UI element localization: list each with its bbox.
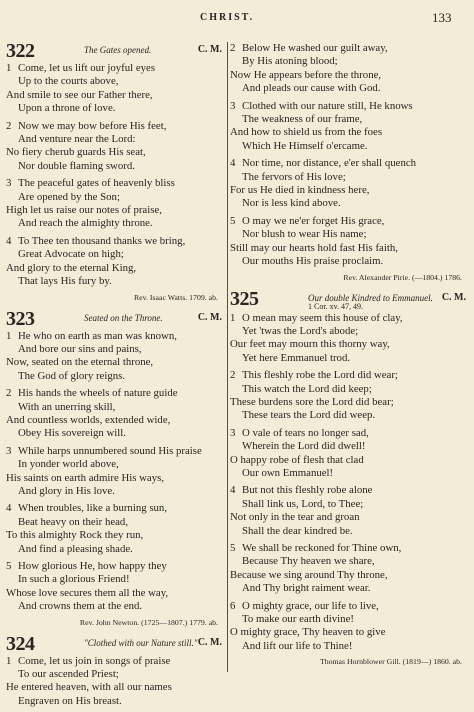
verse-line bbox=[6, 414, 224, 427]
verse-line bbox=[230, 215, 468, 228]
verse-text: Nor double flaming sword. bbox=[18, 159, 135, 172]
stanza bbox=[6, 445, 224, 499]
verse-text: Come, let us lift our joyful eyes bbox=[18, 62, 156, 74]
verse-line bbox=[6, 356, 224, 369]
verse-line bbox=[230, 555, 468, 568]
verse-line bbox=[6, 330, 224, 343]
column-divider bbox=[227, 42, 228, 672]
verse-text: While harps unnumbered sound His praise bbox=[18, 444, 202, 457]
verse-line bbox=[230, 440, 468, 453]
verse-line bbox=[230, 569, 468, 582]
verse-line bbox=[230, 467, 468, 480]
verse-line bbox=[6, 120, 224, 133]
verse-line bbox=[6, 89, 224, 102]
hymn-title: Our double Kindred to Emmanuel. bbox=[308, 292, 433, 303]
stanza bbox=[230, 427, 468, 481]
verse-line bbox=[230, 640, 468, 653]
verse-text: And find a pleasing shade. bbox=[18, 542, 133, 555]
verse-line bbox=[6, 370, 224, 383]
verse-line bbox=[6, 502, 224, 515]
stanza-number: 4 bbox=[6, 502, 12, 515]
hymn-attribution: Rev. Alexander Pirie. (—1804.) 1786. bbox=[343, 272, 462, 282]
verse-line bbox=[6, 343, 224, 356]
verse-text: Great Advocate on high; bbox=[18, 248, 124, 261]
verse-text: His saints on earth admire His ways, bbox=[6, 471, 165, 484]
verse-text: Wherein the Lord did dwell! bbox=[242, 440, 366, 453]
verse-line bbox=[230, 126, 468, 139]
verse-line bbox=[230, 197, 468, 210]
verse-text: And reach the almighty throne. bbox=[18, 217, 153, 230]
verse-text: O mighty grace, our life to live, bbox=[242, 599, 379, 612]
verse-line bbox=[6, 62, 224, 75]
verse-line bbox=[6, 275, 224, 288]
stanza bbox=[6, 235, 224, 289]
verse-text: Now He appears before the throne, bbox=[230, 68, 382, 81]
stanza bbox=[6, 655, 224, 709]
verse-text: And glory to the eternal King, bbox=[6, 261, 137, 274]
verse-text: And crowns them at the end. bbox=[18, 600, 143, 613]
verse-line bbox=[6, 485, 224, 498]
verse-line bbox=[230, 113, 468, 126]
verse-text: And Thy bright raiment wear. bbox=[242, 582, 371, 595]
verse-line bbox=[6, 235, 224, 248]
stanza bbox=[230, 484, 468, 538]
stanza bbox=[230, 600, 468, 654]
verse-line bbox=[6, 600, 224, 613]
verse-line bbox=[230, 498, 468, 511]
verse-text: We shall be reckoned for Thine own, bbox=[242, 542, 402, 554]
verse-text: He entered heaven, with all our names bbox=[6, 681, 172, 694]
stanza bbox=[230, 215, 468, 269]
verse-line bbox=[230, 525, 468, 538]
verse-line bbox=[6, 695, 224, 708]
verse-line bbox=[6, 668, 224, 681]
verse-line bbox=[6, 262, 224, 275]
stanza bbox=[230, 42, 468, 96]
hymn-meter: C. M. bbox=[197, 44, 222, 55]
verse-text: Now we may bow before His feet, bbox=[18, 119, 167, 132]
stanza-number: 2 bbox=[6, 387, 12, 400]
verse-line bbox=[6, 543, 224, 556]
hymn-number: 323 bbox=[6, 307, 35, 330]
verse-text: Nor is less kind above. bbox=[242, 197, 341, 210]
verse-text: Still may our hearts hold fast His faith, bbox=[230, 241, 398, 254]
verse-text: Whose love secures them all the way, bbox=[6, 586, 169, 599]
stanza bbox=[6, 502, 224, 556]
verse-line bbox=[6, 75, 224, 88]
verse-line bbox=[6, 529, 224, 542]
hymn-meter: C. M. bbox=[197, 311, 222, 323]
verse-text: These tears the Lord did weep. bbox=[242, 409, 376, 422]
stanza-number: 2 bbox=[6, 119, 12, 132]
verse-line bbox=[230, 338, 468, 351]
stanza bbox=[6, 560, 224, 614]
verse-text: And smile to see our Father there, bbox=[6, 88, 153, 101]
hymn-meter: C. M. bbox=[441, 291, 466, 303]
verse-text: Shall link us, Lord, to Thee; bbox=[242, 497, 364, 510]
verse-text: This fleshly robe the Lord did wear; bbox=[242, 369, 398, 382]
verse-line bbox=[6, 102, 224, 115]
hymn-title: The Gates opened. bbox=[84, 45, 152, 55]
verse-text: Come, let us join in songs of praise bbox=[18, 654, 171, 667]
stanza bbox=[6, 62, 224, 116]
verse-line bbox=[6, 427, 224, 440]
verse-text: Obey His sovereign will. bbox=[18, 427, 126, 440]
verse-line bbox=[230, 100, 468, 113]
verse-text: No fiery cherub guards His seat, bbox=[6, 146, 146, 159]
verse-text: And bore our sins and pains, bbox=[18, 342, 142, 355]
verse-text: And how to shield us from the foes bbox=[230, 126, 383, 139]
verse-line bbox=[230, 352, 468, 365]
stanza bbox=[6, 120, 224, 174]
stanza-number: 6 bbox=[230, 599, 236, 612]
verse-text: And countless worlds, extended wide, bbox=[6, 413, 171, 426]
verse-text: O happy robe of flesh that clad bbox=[230, 453, 364, 466]
hymn-attribution: Thomas Hornblower Gill. (1819—) 1860. ab. bbox=[319, 657, 462, 667]
stanza-number: 1 bbox=[6, 329, 12, 342]
verse-line bbox=[230, 484, 468, 497]
hymn-number: 322 bbox=[6, 40, 35, 62]
scripture-reference: 1 Cor. xv. 47, 49. bbox=[308, 301, 364, 311]
verse-text: For us He died in kindness here, bbox=[230, 184, 370, 197]
verse-line bbox=[230, 369, 468, 382]
verse-text: To Thee ten thousand thanks we bring, bbox=[18, 234, 186, 247]
verse-text: O mean may seem this house of clay, bbox=[242, 311, 403, 324]
stanza-number: 3 bbox=[230, 426, 236, 439]
verse-text: With an unerring skill, bbox=[18, 400, 116, 413]
verse-line bbox=[6, 217, 224, 230]
stanza bbox=[6, 387, 224, 441]
verse-line bbox=[230, 171, 468, 184]
verse-line bbox=[6, 472, 224, 485]
verse-text: But not this fleshly robe alone bbox=[242, 484, 373, 497]
verse-text: Not only in the tear and groan bbox=[230, 511, 360, 524]
stanza bbox=[230, 312, 468, 366]
stanza-number: 2 bbox=[230, 369, 236, 382]
verse-text: O mighty grace, Thy heaven to give bbox=[230, 626, 386, 639]
verse-text: And pleads our cause with God. bbox=[242, 82, 381, 95]
stanza-number: 4 bbox=[230, 484, 236, 497]
verse-text: To our ascended Priest; bbox=[18, 668, 119, 681]
verse-line bbox=[230, 82, 468, 95]
stanza bbox=[230, 542, 468, 596]
stanza-number: 4 bbox=[230, 157, 236, 170]
verse-line bbox=[6, 458, 224, 471]
stanza-number: 5 bbox=[230, 542, 236, 554]
verse-text: Our own Emmanuel! bbox=[242, 466, 334, 479]
verse-text: And venture near the Lord: bbox=[18, 133, 136, 146]
hymn-number: 325 bbox=[230, 287, 259, 310]
verse-text: He who on earth as man was known, bbox=[18, 329, 177, 342]
verse-line bbox=[230, 542, 468, 555]
verse-line bbox=[6, 387, 224, 400]
verse-line bbox=[230, 626, 468, 639]
stanza-number: 3 bbox=[6, 177, 12, 190]
verse-text: Because Thy heaven we share, bbox=[242, 555, 375, 568]
stanza bbox=[230, 100, 468, 154]
verse-line bbox=[6, 560, 224, 573]
hymn-number: 324 bbox=[6, 632, 35, 655]
verse-line bbox=[230, 613, 468, 626]
verse-text: Because we sing around Thy throne, bbox=[230, 568, 388, 581]
verse-text: How glorious He, how happy they bbox=[18, 560, 167, 572]
verse-text: The peaceful gates of heavenly bliss bbox=[18, 177, 175, 190]
verse-line bbox=[6, 248, 224, 261]
page-number: 133 bbox=[432, 10, 452, 25]
verse-line bbox=[6, 177, 224, 190]
stanza bbox=[230, 369, 468, 423]
verse-text: Shall the dear kindred be. bbox=[242, 524, 353, 537]
verse-text: Upon a throne of love. bbox=[18, 102, 116, 115]
verse-line bbox=[230, 55, 468, 68]
stanza bbox=[230, 157, 468, 211]
verse-line bbox=[230, 69, 468, 82]
stanza-number: 3 bbox=[230, 99, 236, 112]
verse-line bbox=[230, 511, 468, 524]
stanza-number: 1 bbox=[6, 62, 12, 74]
verse-text: Beat heavy on their head, bbox=[18, 515, 129, 528]
verse-text: To this almighty Rock they run, bbox=[6, 529, 144, 542]
verse-text: Now, seated on the eternal throne, bbox=[6, 356, 154, 369]
hymn-attribution: Rev. John Newton. (1725—1807.) 1779. ab. bbox=[79, 617, 218, 627]
verse-text: Up to the courts above, bbox=[18, 75, 119, 88]
verse-text: By His atoning blood; bbox=[242, 55, 338, 68]
verse-line bbox=[230, 454, 468, 467]
hymn-header bbox=[230, 287, 468, 312]
verse-text: High let us raise our notes of praise, bbox=[6, 204, 162, 217]
verse-line bbox=[230, 396, 468, 409]
verse-line bbox=[230, 312, 468, 325]
verse-text: The weakness of our frame, bbox=[242, 113, 363, 126]
verse-line bbox=[230, 325, 468, 338]
verse-text: When troubles, like a burning sun, bbox=[18, 502, 168, 515]
verse-line bbox=[6, 587, 224, 600]
verse-text: Nor time, nor distance, e'er shall quench bbox=[242, 157, 417, 170]
verse-line bbox=[230, 228, 468, 241]
verse-text: Are opened by the Son; bbox=[18, 190, 120, 203]
verse-text: And lift our life to Thine! bbox=[242, 639, 353, 652]
verse-text: His hands the wheels of nature guide bbox=[18, 387, 178, 400]
hymn-attribution: Rev. Isaac Watts. 1709. ab. bbox=[133, 292, 218, 302]
stanza-number: 1 bbox=[6, 654, 12, 667]
verse-text: Below He washed our guilt away, bbox=[242, 42, 388, 54]
stanza bbox=[6, 330, 224, 384]
verse-text: These burdens sore the Lord did bear; bbox=[230, 395, 394, 408]
stanza-number: 3 bbox=[6, 444, 12, 457]
verse-line bbox=[6, 191, 224, 204]
verse-line bbox=[230, 184, 468, 197]
left-column bbox=[6, 42, 224, 712]
verse-line bbox=[230, 255, 468, 268]
hymn-header bbox=[6, 307, 224, 330]
verse-text: In such a glorious Friend! bbox=[18, 573, 130, 586]
hymn-meter: C. M. bbox=[197, 636, 222, 648]
verse-text: O may we ne'er forget His grace, bbox=[242, 214, 385, 227]
running-title: CHRIST. bbox=[200, 12, 255, 23]
verse-text: The fervors of His love; bbox=[242, 170, 346, 183]
verse-text: Yet 'twas the Lord's abode; bbox=[242, 324, 359, 337]
verse-text: The God of glory reigns. bbox=[18, 369, 126, 382]
stanza-number: 5 bbox=[6, 560, 12, 572]
verse-text: Our mouths His praise proclaim. bbox=[242, 255, 384, 268]
hymn-title: Seated on the Throne. bbox=[84, 312, 163, 323]
verse-line bbox=[6, 573, 224, 586]
verse-text: Our feet may mourn this thorny way, bbox=[230, 338, 390, 351]
verse-text: Nor blush to wear His name; bbox=[242, 228, 367, 241]
verse-line bbox=[6, 160, 224, 173]
verse-text: That lays His fury by. bbox=[18, 275, 112, 288]
stanza-number: 4 bbox=[6, 234, 12, 247]
stanza-number: 2 bbox=[230, 42, 236, 54]
hymn-header bbox=[6, 632, 224, 655]
verse-line bbox=[6, 681, 224, 694]
verse-line bbox=[6, 445, 224, 458]
verse-line bbox=[230, 157, 468, 170]
verse-line bbox=[230, 242, 468, 255]
verse-text: In yonder world above, bbox=[18, 458, 119, 471]
hymn-title: "Clothed with our Nature still." bbox=[84, 637, 198, 648]
verse-text: Clothed with our nature still, He knows bbox=[242, 99, 413, 112]
right-column bbox=[230, 42, 468, 670]
stanza-number: 5 bbox=[230, 214, 236, 227]
hymn-header bbox=[6, 42, 224, 62]
verse-line bbox=[230, 42, 468, 55]
verse-text: Yet here Emmanuel trod. bbox=[242, 351, 351, 364]
verse-line bbox=[230, 600, 468, 613]
verse-text: To make our earth divine! bbox=[242, 613, 354, 626]
verse-line bbox=[6, 655, 224, 668]
verse-line bbox=[6, 401, 224, 414]
verse-text: O vale of tears no longer sad, bbox=[242, 426, 369, 439]
verse-line bbox=[6, 146, 224, 159]
page-header bbox=[0, 10, 474, 30]
verse-line bbox=[230, 383, 468, 396]
stanza-number: 1 bbox=[230, 311, 236, 324]
verse-line bbox=[230, 582, 468, 595]
verse-line bbox=[230, 409, 468, 422]
verse-line bbox=[6, 204, 224, 217]
verse-text: Which He Himself o'ercame. bbox=[242, 139, 368, 152]
verse-text: Engraven on His breast. bbox=[18, 694, 122, 707]
verse-line bbox=[230, 140, 468, 153]
verse-line bbox=[230, 427, 468, 440]
verse-text: This watch the Lord did keep; bbox=[242, 382, 372, 395]
verse-line bbox=[6, 516, 224, 529]
stanza bbox=[6, 177, 224, 231]
verse-text: And glory in His love. bbox=[18, 484, 115, 497]
verse-line bbox=[6, 133, 224, 146]
